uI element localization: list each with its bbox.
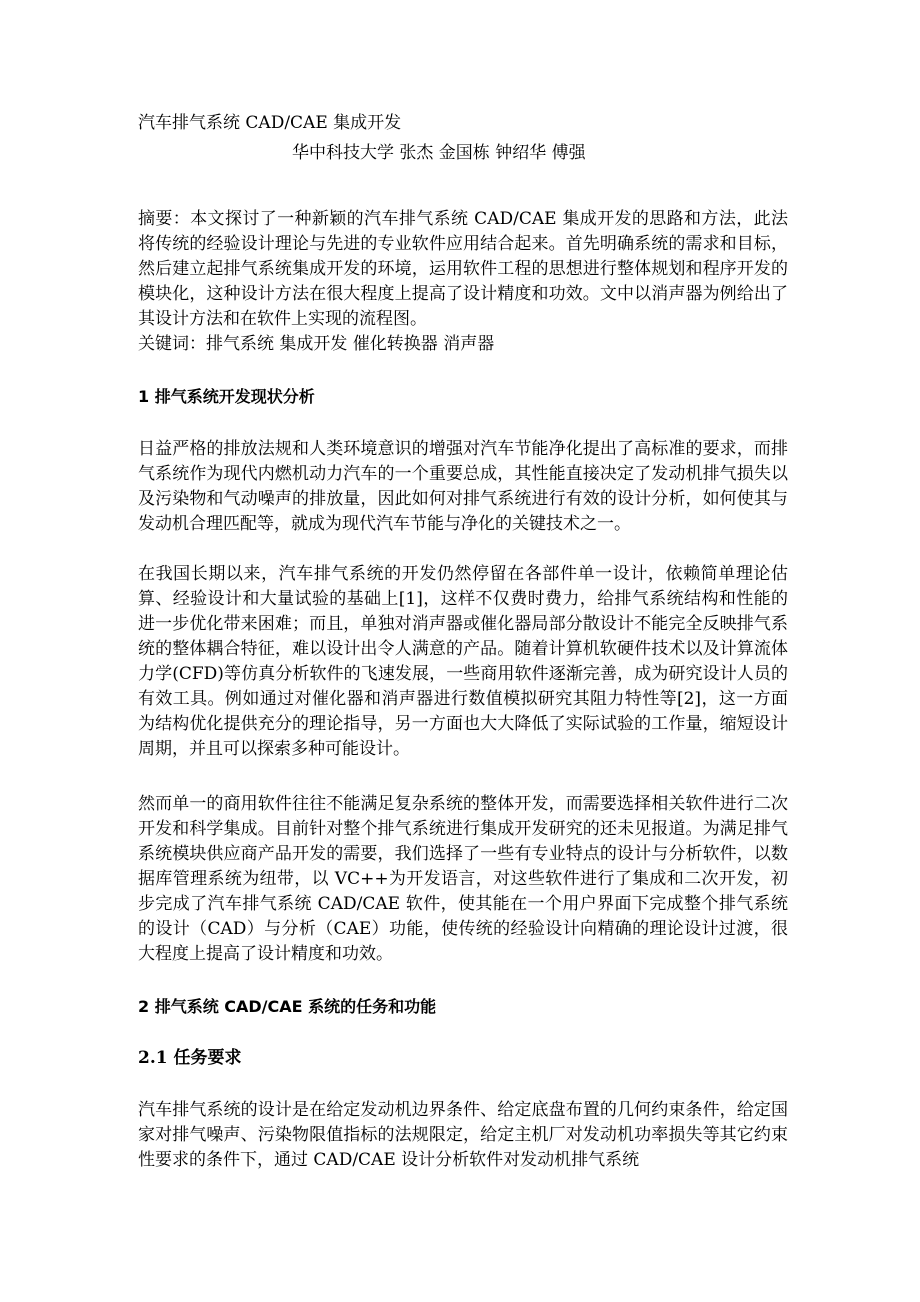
spacer	[138, 357, 788, 384]
section-2-paragraph-1: 汽车排气系统的设计是在给定发动机边界条件、给定底盘布置的几何约束条件，给定国家对排气噪声、污染物限值指标的法规限定，给定主机厂对发动机功率损失等其它约束性要求的条件下，通过 CAD/CAE 设计分析软件对发动机排气系统	[138, 1100, 788, 1170]
paper-content	[138, 108, 788, 1173]
section-2-heading: 2 排气系统 CAD/CAE 系统的任务和功能	[138, 997, 437, 1016]
section-1-heading: 1 排气系统开发现状分析	[138, 387, 315, 406]
abstract-paragraph: 摘要：本文探讨了一种新颖的汽车排气系统 CAD/CAE 集成开发的思路和方法，此法将传统的经验设计理论与先进的专业软件应用结合起来。首先明确系统的需求和目标，然后建立起排气系统集成开发的环境，运用软件工程的思想进行整体规划和程序开发的模块化，这种设计方法在很大程度上提高了设计精度和功效。文中以消声器为例给出了其设计方法和在软件上实现的流程图。	[138, 209, 788, 329]
spacer	[138, 1071, 788, 1098]
section-2-1-heading: 2.1 任务要求	[138, 1048, 242, 1068]
spacer	[138, 1019, 788, 1046]
spacer	[138, 168, 788, 207]
paper-authors: 华中科技大学 张杰 金国栋 钟绍华 傅强	[292, 143, 586, 163]
section-1-paragraph-3: 然而单一的商用软件往往不能满足复杂系统的整体开发，而需要选择相关软件进行二次开发和科学集成。目前针对整个排气系统进行集成开发研究的还未见报道。为满足排气系统模块供应商产品开发的需要，我们选择了一些有专业特点的设计与分析软件，以数据库管理系统为纽带，以 VC++为开发语言，对这些软件进行了集成和二次开发，初步完成了汽车排气系统 CAD/CAE 软件，使其能在一个用户界面下完成整个排气系统的设计（CAD）与分析（CAE）功能，使传统的经验设计向精确的理论设计过渡，很大程度上提高了设计精度和功效。	[138, 794, 788, 964]
spacer	[138, 967, 788, 994]
keywords-line: 关键词：排气系统 集成开发 催化转换器 消声器	[138, 334, 495, 354]
spacer	[138, 409, 788, 437]
section-1-paragraph-1: 日益严格的排放法规和人类环境意识的增强对汽车节能净化提出了高标准的要求，而排气系统作为现代内燃机动力汽车的一个重要总成，其性能直接决定了发动机排气损失以及污染物和气动噪声的排放量，因此如何对排气系统进行有效的设计分析，如何使其与发动机合理匹配等，就成为现代汽车节能与净化的关键技术之一。	[138, 439, 788, 534]
spacer	[138, 762, 788, 792]
section-1-paragraph-2: 在我国长期以来，汽车排气系统的开发仍然停留在各部件单一设计，依赖简单理论估算、经验设计和大量试验的基础上[1]，这样不仅费时费力，给排气系统结构和性能的进一步优化带来困难；而且，单独对消声器或催化器局部分散设计不能完全反映排气系统的整体耦合特征，难以设计出令人满意的产品。随着计算机软硬件技术以及计算流体力学(CFD)等仿真分析软件的飞速发展，一些商用软件逐渐完善，成为研究设计人员的有效工具。例如通过对催化器和消声器进行数值模拟研究其阻力特性等[2]，这一方面为结构优化提供充分的理论指导，另一方面也大大降低了实际试验的工作量，缩短设计周期，并且可以探索多种可能设计。	[138, 564, 788, 759]
spacer	[138, 537, 788, 562]
paper-title: 汽车排气系统 CAD/CAE 集成开发	[138, 113, 402, 133]
